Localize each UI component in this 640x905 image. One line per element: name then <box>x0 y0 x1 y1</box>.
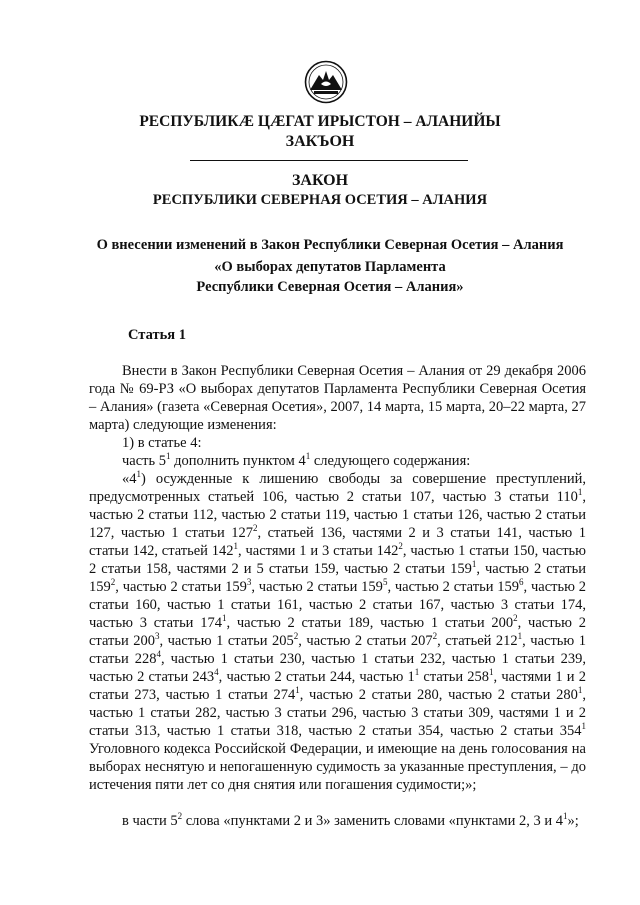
article-intro-paragraph: Внести в Закон Республики Северная Осетия – Алания от 29 декабря 2006 года № 69-РЗ «О выборах депутатов Парламента Республики Северная Осетия – Алания» (газета «Северная Осетия», 2007, 14 марта, 15 марта, 20–22 марта, 27 марта) следующие изменения: <box>89 363 586 433</box>
law-title-line-2: «О выборах депутатов Парламента <box>214 259 446 275</box>
republic-name-ossetian: РЕСПУБЛИКӔ ЦӔГАТ ИРЫСТОН – АЛАНИЙЫ <box>139 113 501 130</box>
law-word-ossetian: ЗАКЪОН <box>285 133 355 150</box>
header-divider <box>190 160 468 161</box>
law-title-line-3: Республики Северная Осетия – Алания» <box>196 279 464 295</box>
new-clause-4-1-text: «$4^1$) осужденные к лишению свободы за совершение преступлений, предусмотренных статьей 106, частью 2 статьи 107, частью 3 статьи $110^1$, частью 2 статьи 112, частью 2 статьи 119, частью 1 статьи 126, частью 2 статьи 127, частью 1 статьи $127^2$, статьей 136, частями 2 и 3 статьи 141, частью 1 статьи 142, статьей $142^1$, частями 1 и 3 статьи $142^2$, частью 1 статьи 150, частью 2 статьи 158, частями 2 и 5 статьи 159, частью 2 статьи $159^1$, частью 2 статьи $159^2$, частью 2 статьи $159^3$, частью 2 статьи $159^5$, частью 2 статьи $159^6$, частью 2 статьи 160, частью 1 статьи 161, частью 2 статьи 167, частью 3 статьи 174, частью 3 статьи $174^1$, частью 2 статьи 189, частью 1 статьи $200^2$, частью 2 статьи $200^3$, частью 1 статьи $205^2$, частью 2 статьи $207^2$, статьей $212^1$, частью 1 статьи $228^4$, частью 1 статьи 230, частью 1 статьи 232, частью 1 статьи 239, частью 2 статьи $243^4$, частью 2 статьи 244, частью $1^1$ статьи $258^1$, частями 1 и 2 статьи 273, частью 1 статьи $274^1$, частью 2 статьи 280, частью 2 статьи $280^1$, частью 1 статьи 282, частью 3 статьи 296, частью 3 статьи 309, частями 1 и 2 статьи 313, частью 1 статьи 318, частью 2 статьи 354, частью 2 статьи $354^1$ Уголовного кодекса Российской Федерации, и имеющие на день голосования на выборах неснятую и непогашенную судимость за указанные преступления, – до истечения пяти лет со дня снятия или погашения судимости;»; <box>89 469 587 793</box>
coat-of-arms-emblem <box>304 60 348 104</box>
part-5-2-amendment: в части $5^2$ слова «пунктами 2 и 3» заменить словами «пунктами 2, 3 и $4^1$»; <box>122 811 579 829</box>
part-5-1-instruction: часть $5^1$ дополнить пунктом $4^1$ следующего содержания: <box>122 451 471 469</box>
law-word-russian: ЗАКОН <box>291 172 349 189</box>
law-title-line-1: О внесении изменений в Закон Республики Северная Осетия – Алания <box>96 237 564 253</box>
article-heading: Статья 1 <box>128 327 186 343</box>
item-1-heading: 1) в статье 4: <box>122 435 202 451</box>
republic-name-russian: РЕСПУБЛИКИ СЕВЕРНАЯ ОСЕТИЯ – АЛАНИЯ <box>152 192 488 208</box>
